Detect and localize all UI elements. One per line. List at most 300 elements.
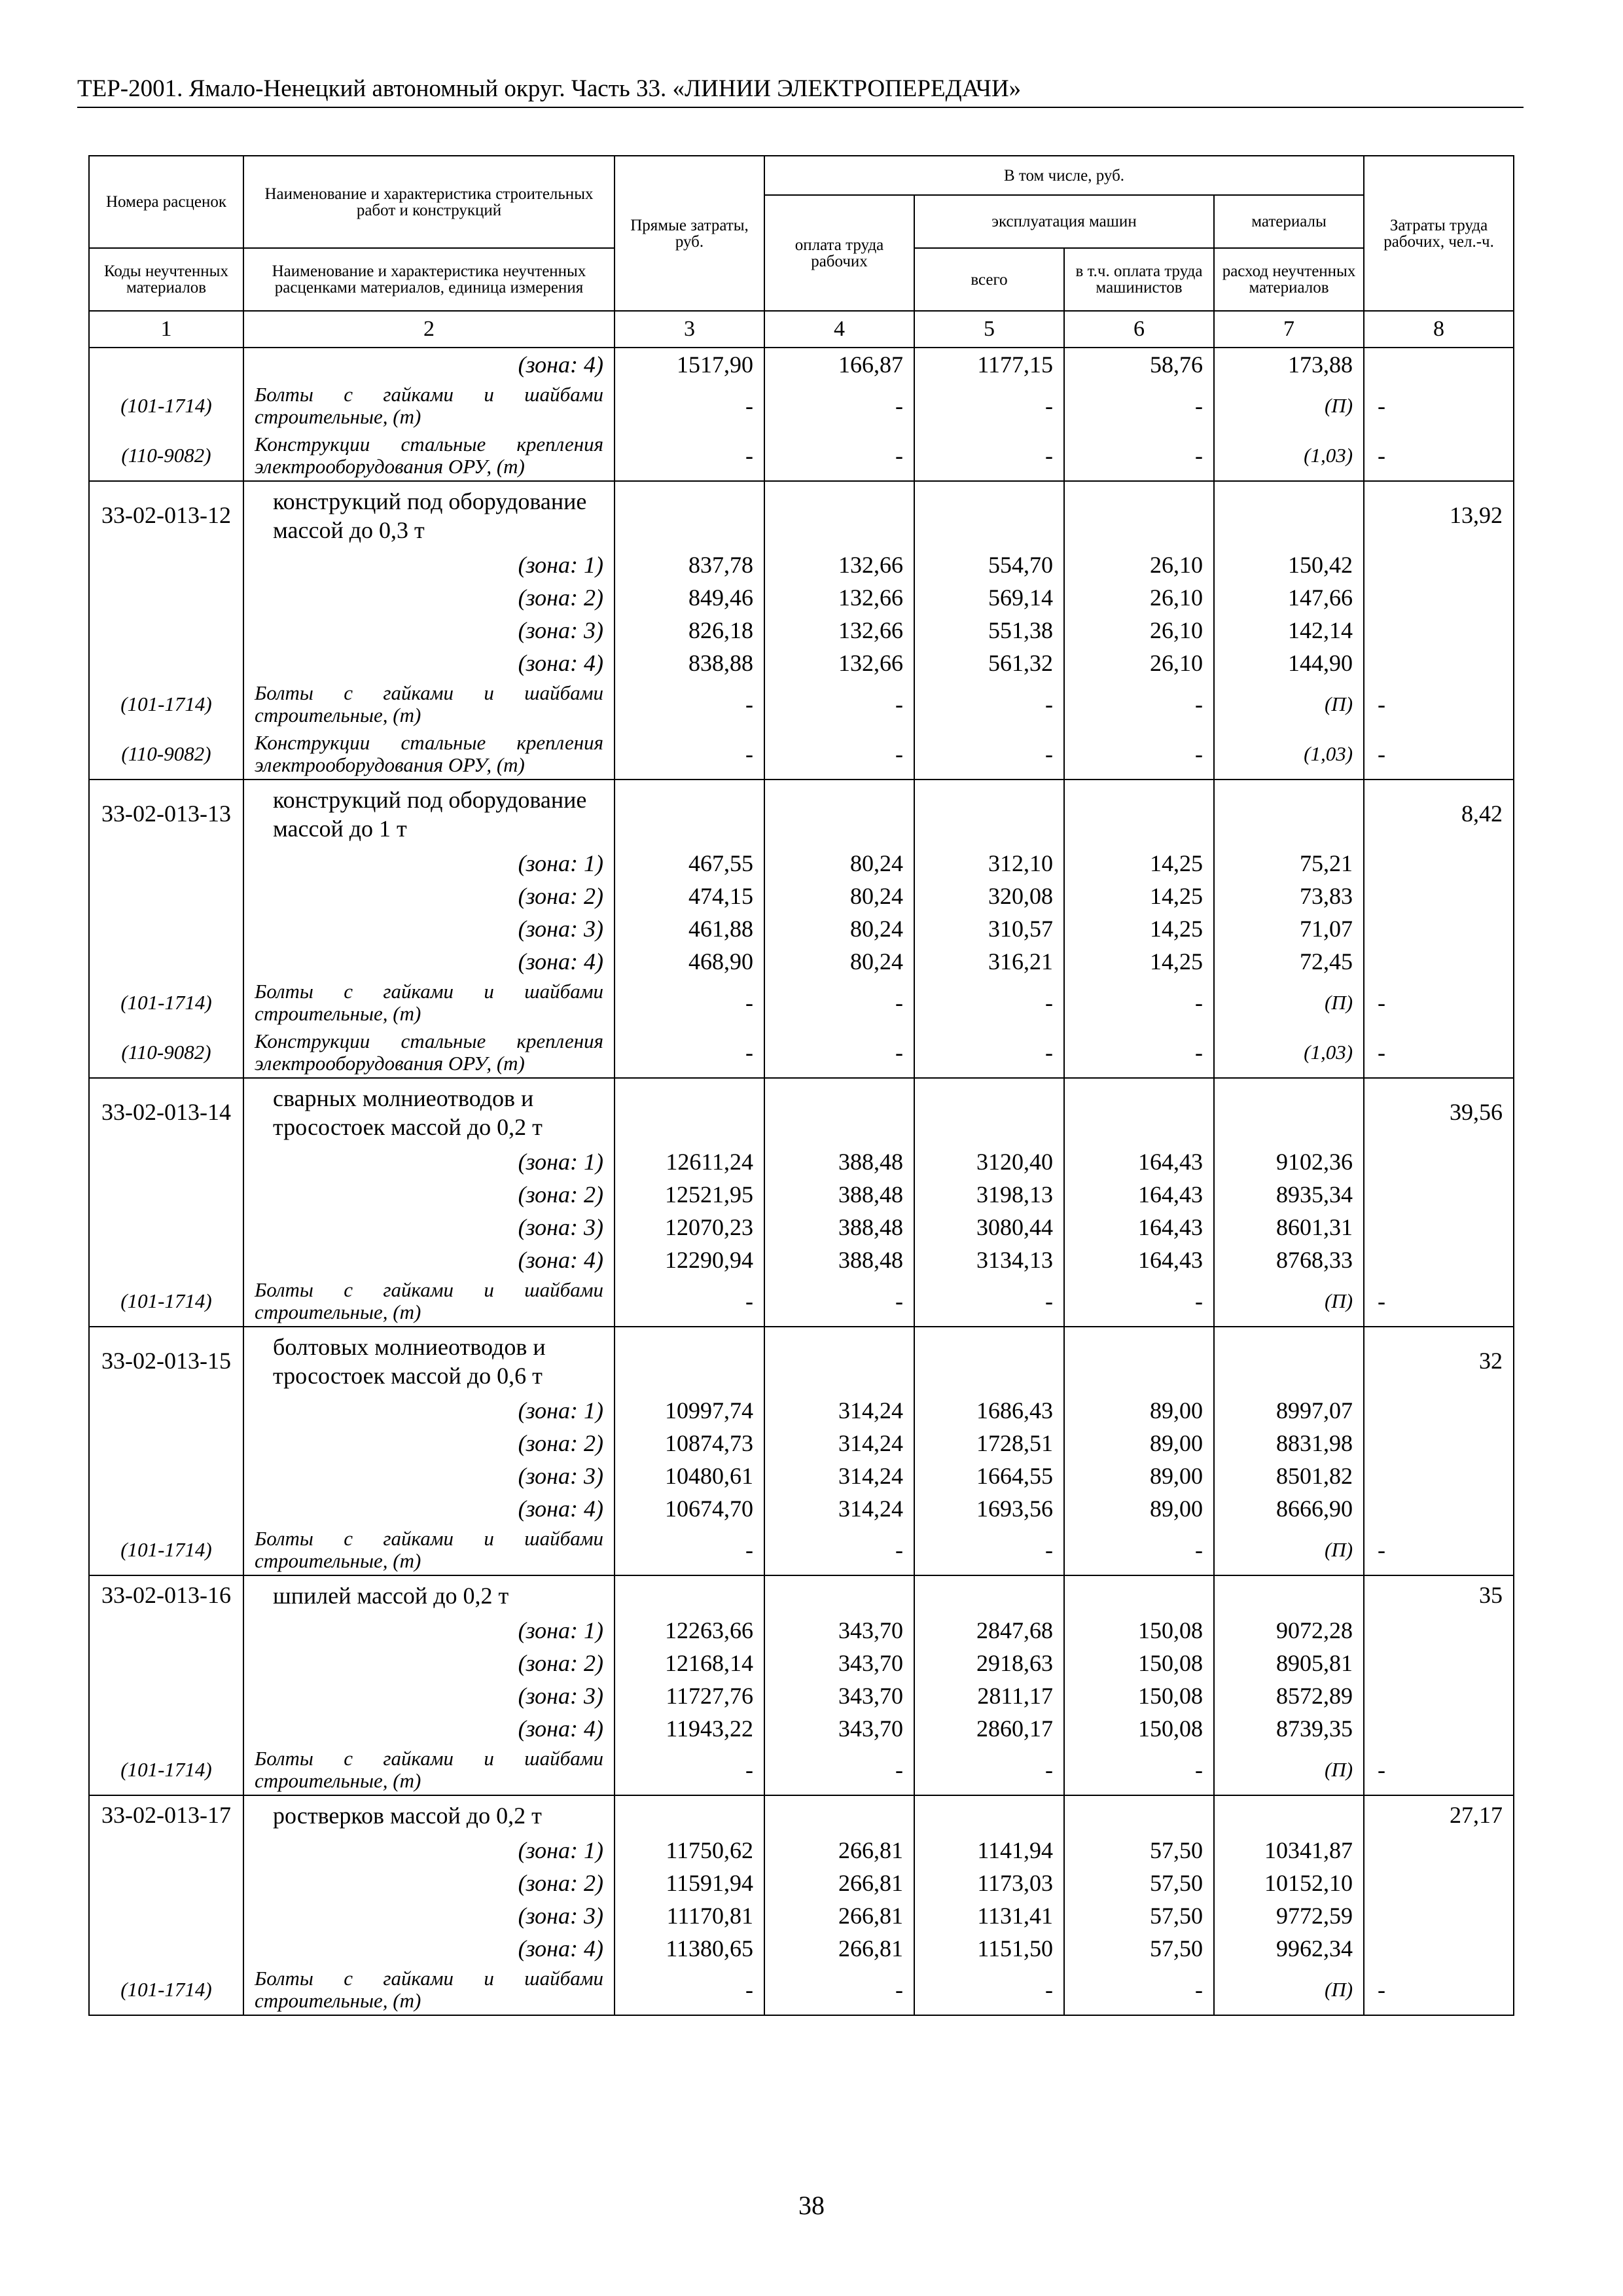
zone-row [89, 1394, 1514, 1427]
zone-label: (зона: 3) [243, 912, 615, 945]
operator-pay: 26,10 [1064, 581, 1214, 614]
dash: - [1064, 1745, 1214, 1795]
materials-cost: 10341,87 [1214, 1834, 1364, 1867]
zone-row [89, 1712, 1514, 1745]
material-name: Конструкции стальные крепления электрооборудования ОРУ, (т) [243, 729, 615, 780]
rate-block [89, 1078, 1514, 1327]
dash: - [1064, 1525, 1214, 1575]
dash: - [764, 1965, 914, 2015]
material-consumption: (1,03) [1214, 1028, 1364, 1078]
zone-row [89, 614, 1514, 647]
zone-label: (зона: 1) [243, 1394, 615, 1427]
direct-cost: 838,88 [615, 647, 764, 679]
worker-pay: 266,81 [764, 1932, 914, 1965]
zone-label: (зона: 4) [243, 348, 615, 381]
material-row-structures [89, 431, 1514, 481]
worker-pay: 266,81 [764, 1899, 914, 1932]
operator-pay: 26,10 [1064, 548, 1214, 581]
zone-row [89, 1867, 1514, 1899]
worker-pay: 343,70 [764, 1647, 914, 1679]
machine-total: 1728,51 [914, 1427, 1064, 1460]
rate-title-row [89, 1078, 1514, 1145]
operator-pay: 89,00 [1064, 1394, 1214, 1427]
material-name: Конструкции стальные крепления электрооборудования ОРУ, (т) [243, 431, 615, 481]
worker-pay: 343,70 [764, 1712, 914, 1745]
material-name: Болты с гайками и шайбами строительные, (т) [243, 1745, 615, 1795]
zone-label: (зона: 2) [243, 1867, 615, 1899]
zone-label: (зона: 3) [243, 1211, 615, 1244]
zone-row [89, 1211, 1514, 1244]
material-code: (110-9082) [89, 729, 243, 780]
worker-pay: 166,87 [764, 348, 914, 381]
material-code: (101-1714) [89, 978, 243, 1028]
zone-row [89, 1614, 1514, 1647]
head-num-7: 7 [1214, 311, 1364, 348]
zone-label: (зона: 3) [243, 1679, 615, 1712]
zone-row [89, 945, 1514, 978]
operator-pay: 89,00 [1064, 1427, 1214, 1460]
direct-cost: 11727,76 [615, 1679, 764, 1712]
labor-hours: 13,92 [1364, 481, 1514, 548]
operator-pay: 14,25 [1064, 847, 1214, 880]
dash: - [615, 381, 764, 431]
dash: - [764, 1525, 914, 1575]
zone-row [89, 1679, 1514, 1712]
machine-total: 1141,94 [914, 1834, 1064, 1867]
rate-title-row [89, 1795, 1514, 1834]
machine-total: 1664,55 [914, 1460, 1064, 1492]
direct-cost: 10674,70 [615, 1492, 764, 1525]
rate-title: конструкций под оборудование массой до 0,3 т [243, 481, 615, 548]
material-row-structures [89, 729, 1514, 780]
dash: - [615, 978, 764, 1028]
zone-label: (зона: 1) [243, 1614, 615, 1647]
material-row-bolts [89, 381, 1514, 431]
material-consumption: (П) [1214, 1745, 1364, 1795]
zone-label: (зона: 2) [243, 581, 615, 614]
materials-cost: 150,42 [1214, 548, 1364, 581]
material-code: (101-1714) [89, 1525, 243, 1575]
operator-pay: 89,00 [1064, 1460, 1214, 1492]
zone-row [89, 1427, 1514, 1460]
machine-total: 561,32 [914, 647, 1064, 679]
rate-title: шпилей массой до 0,2 т [243, 1575, 615, 1614]
dash: - [764, 381, 914, 431]
zone-label: (зона: 1) [243, 1834, 615, 1867]
head-num-5: 5 [914, 311, 1064, 348]
head-num-6: 6 [1064, 311, 1214, 348]
zone-row [89, 1145, 1514, 1178]
worker-pay: 388,48 [764, 1145, 914, 1178]
operator-pay: 150,08 [1064, 1614, 1214, 1647]
rate-title-row [89, 780, 1514, 847]
operator-pay: 57,50 [1064, 1932, 1214, 1965]
machine-total: 1177,15 [914, 348, 1064, 381]
rate-title: болтовых молниеотводов и тросостоек массой до 0,6 т [243, 1327, 615, 1394]
material-row-bolts [89, 1276, 1514, 1327]
rate-code: 33-02-013-15 [89, 1327, 243, 1394]
dash: - [764, 1276, 914, 1327]
rate-title-row [89, 1327, 1514, 1394]
zone-row [89, 1460, 1514, 1492]
zone-label: (зона: 4) [243, 1492, 615, 1525]
rate-block [89, 481, 1514, 780]
worker-pay: 266,81 [764, 1834, 914, 1867]
machine-total: 1173,03 [914, 1867, 1064, 1899]
zone-label: (зона: 1) [243, 1145, 615, 1178]
material-row-bolts [89, 1525, 1514, 1575]
direct-cost: 468,90 [615, 945, 764, 978]
material-row-bolts [89, 679, 1514, 729]
labor-hours: 39,56 [1364, 1078, 1514, 1145]
dash: - [615, 1028, 764, 1078]
machine-total: 3120,40 [914, 1145, 1064, 1178]
dash: - [1364, 1028, 1514, 1078]
zone-row [89, 548, 1514, 581]
dash: - [764, 1028, 914, 1078]
continuation-block [89, 348, 1514, 481]
worker-pay: 80,24 [764, 945, 914, 978]
head-col1-top: Номера расценок [89, 156, 243, 248]
operator-pay: 26,10 [1064, 647, 1214, 679]
dash: - [1064, 729, 1214, 780]
material-consumption: (1,03) [1214, 729, 1364, 780]
direct-cost: 11943,22 [615, 1712, 764, 1745]
direct-cost: 837,78 [615, 548, 764, 581]
rate-block [89, 1327, 1514, 1575]
operator-pay: 150,08 [1064, 1647, 1214, 1679]
material-name: Болты с гайками и шайбами строительные, (т) [243, 978, 615, 1028]
direct-cost: 10997,74 [615, 1394, 764, 1427]
dash: - [1364, 431, 1514, 481]
dash: - [1064, 1276, 1214, 1327]
direct-cost: 474,15 [615, 880, 764, 912]
dash: - [1064, 1965, 1214, 2015]
machine-total: 312,10 [914, 847, 1064, 880]
zone-row [89, 1932, 1514, 1965]
machine-total: 3198,13 [914, 1178, 1064, 1211]
direct-cost: 12070,23 [615, 1211, 764, 1244]
operator-pay: 57,50 [1064, 1834, 1214, 1867]
rate-code: 33-02-013-17 [89, 1795, 243, 1834]
dash: - [1364, 1745, 1514, 1795]
materials-cost: 9072,28 [1214, 1614, 1364, 1647]
material-code: (110-9082) [89, 1028, 243, 1078]
zone-label: (зона: 2) [243, 1178, 615, 1211]
zone-label: (зона: 3) [243, 1460, 615, 1492]
worker-pay: 314,24 [764, 1394, 914, 1427]
direct-cost: 11591,94 [615, 1867, 764, 1899]
worker-pay: 266,81 [764, 1867, 914, 1899]
rate-code: 33-02-013-12 [89, 481, 243, 548]
dash: - [914, 1276, 1064, 1327]
page-number: 38 [798, 2191, 825, 2220]
materials-cost: 8768,33 [1214, 1244, 1364, 1276]
dash: - [764, 679, 914, 729]
dash: - [764, 729, 914, 780]
operator-pay: 164,43 [1064, 1244, 1214, 1276]
materials-cost: 9772,59 [1214, 1899, 1364, 1932]
zone-row [89, 1834, 1514, 1867]
dash: - [1064, 431, 1214, 481]
dash: - [1364, 729, 1514, 780]
head-col2-bottom: Наименование и характеристика неучтенных расценками материалов, единица измерения [243, 248, 615, 311]
rate-title: ростверков массой до 0,2 т [243, 1795, 615, 1834]
direct-cost: 12168,14 [615, 1647, 764, 1679]
dash: - [764, 1745, 914, 1795]
zone-label: (зона: 2) [243, 880, 615, 912]
direct-cost: 11750,62 [615, 1834, 764, 1867]
zone-label: (зона: 2) [243, 1427, 615, 1460]
dash: - [914, 1525, 1064, 1575]
material-consumption: (П) [1214, 1965, 1364, 2015]
material-row-bolts [89, 1745, 1514, 1795]
zone-row [89, 581, 1514, 614]
page-header: ТЕР-2001. Ямало-Ненецкий автономный округ. Часть 33. «ЛИНИИ ЭЛЕКТРОПЕРЕДАЧИ» [77, 75, 1022, 102]
dash: - [1064, 679, 1214, 729]
operator-pay: 89,00 [1064, 1492, 1214, 1525]
materials-cost: 8739,35 [1214, 1712, 1364, 1745]
materials-cost: 8905,81 [1214, 1647, 1364, 1679]
materials-cost: 8601,31 [1214, 1211, 1364, 1244]
machine-total: 1131,41 [914, 1899, 1064, 1932]
materials-cost: 8831,98 [1214, 1427, 1364, 1460]
materials-cost: 142,14 [1214, 614, 1364, 647]
material-consumption: (П) [1214, 381, 1364, 431]
head-col8: Затраты труда рабочих, чел.-ч. [1364, 156, 1514, 311]
rate-code: 33-02-013-14 [89, 1078, 243, 1145]
operator-pay: 57,50 [1064, 1899, 1214, 1932]
worker-pay: 132,66 [764, 548, 914, 581]
materials-cost: 72,45 [1214, 945, 1364, 978]
materials-cost: 75,21 [1214, 847, 1364, 880]
dash: - [615, 1525, 764, 1575]
rate-title-row [89, 1575, 1514, 1614]
dash: - [914, 1028, 1064, 1078]
head-col7: расход неучтенных материалов [1214, 248, 1364, 311]
operator-pay: 164,43 [1064, 1211, 1214, 1244]
head-group-machines: эксплуатация машин [914, 195, 1214, 248]
worker-pay: 314,24 [764, 1492, 914, 1525]
rate-title-row [89, 481, 1514, 548]
operator-pay: 150,08 [1064, 1712, 1214, 1745]
labor-hours: 8,42 [1364, 780, 1514, 847]
machine-total: 2918,63 [914, 1647, 1064, 1679]
dash: - [764, 978, 914, 1028]
zone-label: (зона: 4) [243, 1712, 615, 1745]
dash: - [914, 978, 1064, 1028]
materials-cost: 71,07 [1214, 912, 1364, 945]
material-row-bolts [89, 1965, 1514, 2015]
machine-total: 554,70 [914, 548, 1064, 581]
materials-cost: 8666,90 [1214, 1492, 1364, 1525]
material-code: (110-9082) [89, 431, 243, 481]
materials-cost: 144,90 [1214, 647, 1364, 679]
zone-row [89, 880, 1514, 912]
operator-pay: 26,10 [1064, 614, 1214, 647]
operator-pay: 14,25 [1064, 880, 1214, 912]
materials-cost: 9962,34 [1214, 1932, 1364, 1965]
material-name: Болты с гайками и шайбами строительные, (т) [243, 679, 615, 729]
zone-label: (зона: 4) [243, 1932, 615, 1965]
machine-total: 2811,17 [914, 1679, 1064, 1712]
worker-pay: 132,66 [764, 614, 914, 647]
table-head [89, 156, 1514, 348]
zone-label: (зона: 3) [243, 1899, 615, 1932]
material-name: Болты с гайками и шайбами строительные, (т) [243, 1525, 615, 1575]
material-code: (101-1714) [89, 679, 243, 729]
zone-label: (зона: 3) [243, 614, 615, 647]
direct-cost: 12521,95 [615, 1178, 764, 1211]
direct-cost: 826,18 [615, 614, 764, 647]
dash: - [1364, 1525, 1514, 1575]
material-code: (101-1714) [89, 381, 243, 431]
worker-pay: 388,48 [764, 1178, 914, 1211]
zone-row [89, 1647, 1514, 1679]
worker-pay: 80,24 [764, 847, 914, 880]
dash: - [914, 1745, 1064, 1795]
dash: - [615, 729, 764, 780]
zone-label: (зона: 4) [243, 1244, 615, 1276]
dash: - [764, 431, 914, 481]
rate-block [89, 1795, 1514, 2015]
operator-pay: 57,50 [1064, 1867, 1214, 1899]
head-number-row [89, 311, 1514, 348]
worker-pay: 343,70 [764, 1614, 914, 1647]
head-num-3: 3 [615, 311, 764, 348]
head-group: В том числе, руб. [764, 156, 1364, 195]
machine-total: 3080,44 [914, 1211, 1064, 1244]
machine-total: 1693,56 [914, 1492, 1064, 1525]
direct-cost: 12611,24 [615, 1145, 764, 1178]
worker-pay: 388,48 [764, 1211, 914, 1244]
material-consumption: (П) [1214, 978, 1364, 1028]
head-col2-top: Наименование и характеристика строительных работ и конструкций [243, 156, 615, 248]
materials-cost: 10152,10 [1214, 1867, 1364, 1899]
materials-cost: 8501,82 [1214, 1460, 1364, 1492]
worker-pay: 314,24 [764, 1427, 914, 1460]
operator-pay: 14,25 [1064, 945, 1214, 978]
material-name: Болты с гайками и шайбами строительные, (т) [243, 1965, 615, 2015]
material-consumption: (П) [1214, 1525, 1364, 1575]
rate-title: конструкций под оборудование массой до 1 т [243, 780, 615, 847]
material-consumption: (1,03) [1214, 431, 1364, 481]
worker-pay: 343,70 [764, 1679, 914, 1712]
head-group-materials: материалы [1214, 195, 1364, 248]
dash: - [1064, 1028, 1214, 1078]
dash: - [1064, 381, 1214, 431]
head-num-2: 2 [243, 311, 615, 348]
rate-block [89, 1575, 1514, 1795]
zone-row [89, 1899, 1514, 1932]
head-col4: оплата труда рабочих [764, 195, 914, 311]
zone-row [89, 912, 1514, 945]
materials-cost: 9102,36 [1214, 1145, 1364, 1178]
material-code: (101-1714) [89, 1745, 243, 1795]
operator-pay: 150,08 [1064, 1679, 1214, 1712]
material-name: Болты с гайками и шайбами строительные, (т) [243, 381, 615, 431]
machine-total: 1151,50 [914, 1932, 1064, 1965]
head-num-4: 4 [764, 311, 914, 348]
machine-total: 3134,13 [914, 1244, 1064, 1276]
dash: - [914, 431, 1064, 481]
rates-table [88, 155, 1514, 2016]
direct-cost: 12290,94 [615, 1244, 764, 1276]
direct-cost: 10874,73 [615, 1427, 764, 1460]
materials-cost: 8997,07 [1214, 1394, 1364, 1427]
machine-total: 1686,43 [914, 1394, 1064, 1427]
zone-row [89, 847, 1514, 880]
material-consumption: (П) [1214, 679, 1364, 729]
operator-pay: 164,43 [1064, 1178, 1214, 1211]
dash: - [615, 1276, 764, 1327]
zone-label: (зона: 4) [243, 647, 615, 679]
machine-total: 2847,68 [914, 1614, 1064, 1647]
head-col1-bottom: Коды неучтенных материалов [89, 248, 243, 311]
direct-cost: 461,88 [615, 912, 764, 945]
dash: - [1364, 1965, 1514, 2015]
machine-total: 569,14 [914, 581, 1064, 614]
rate-block [89, 780, 1514, 1078]
zone-row [89, 348, 1514, 381]
material-consumption: (П) [1214, 1276, 1364, 1327]
head-col6: в т.ч. оплата труда машинистов [1064, 248, 1214, 311]
worker-pay: 132,66 [764, 647, 914, 679]
material-code: (101-1714) [89, 1276, 243, 1327]
labor-hours: 32 [1364, 1327, 1514, 1394]
operator-pay: 58,76 [1064, 348, 1214, 381]
rate-title: сварных молниеотводов и тросостоек массой до 0,2 т [243, 1078, 615, 1145]
materials-cost: 173,88 [1214, 348, 1364, 381]
machine-total: 551,38 [914, 614, 1064, 647]
zone-label: (зона: 1) [243, 548, 615, 581]
materials-cost: 147,66 [1214, 581, 1364, 614]
dash: - [1364, 381, 1514, 431]
dash: - [1364, 679, 1514, 729]
dash: - [1364, 978, 1514, 1028]
operator-pay: 164,43 [1064, 1145, 1214, 1178]
worker-pay: 80,24 [764, 880, 914, 912]
dash: - [914, 679, 1064, 729]
machine-total: 2860,17 [914, 1712, 1064, 1745]
worker-pay: 388,48 [764, 1244, 914, 1276]
material-row-bolts [89, 978, 1514, 1028]
rate-code: 33-02-013-16 [89, 1575, 243, 1614]
labor-hours: 27,17 [1364, 1795, 1514, 1834]
direct-cost: 467,55 [615, 847, 764, 880]
direct-cost: 1517,90 [615, 348, 764, 381]
rate-code: 33-02-013-13 [89, 780, 243, 847]
materials-cost: 73,83 [1214, 880, 1364, 912]
worker-pay: 132,66 [764, 581, 914, 614]
material-code: (101-1714) [89, 1965, 243, 2015]
head-col3: Прямые затраты, руб. [615, 156, 764, 311]
materials-cost: 8572,89 [1214, 1679, 1364, 1712]
operator-pay: 14,25 [1064, 912, 1214, 945]
head-col5: всего [914, 248, 1064, 311]
material-name: Болты с гайками и шайбами строительные, (т) [243, 1276, 615, 1327]
material-name: Конструкции стальные крепления электрооборудования ОРУ, (т) [243, 1028, 615, 1078]
head-num-1: 1 [89, 311, 243, 348]
dash: - [615, 431, 764, 481]
direct-cost: 11380,65 [615, 1932, 764, 1965]
machine-total: 320,08 [914, 880, 1064, 912]
materials-cost: 8935,34 [1214, 1178, 1364, 1211]
zone-label: (зона: 4) [243, 945, 615, 978]
dash: - [615, 679, 764, 729]
labor-hours: 35 [1364, 1575, 1514, 1614]
header-rule [77, 107, 1524, 108]
